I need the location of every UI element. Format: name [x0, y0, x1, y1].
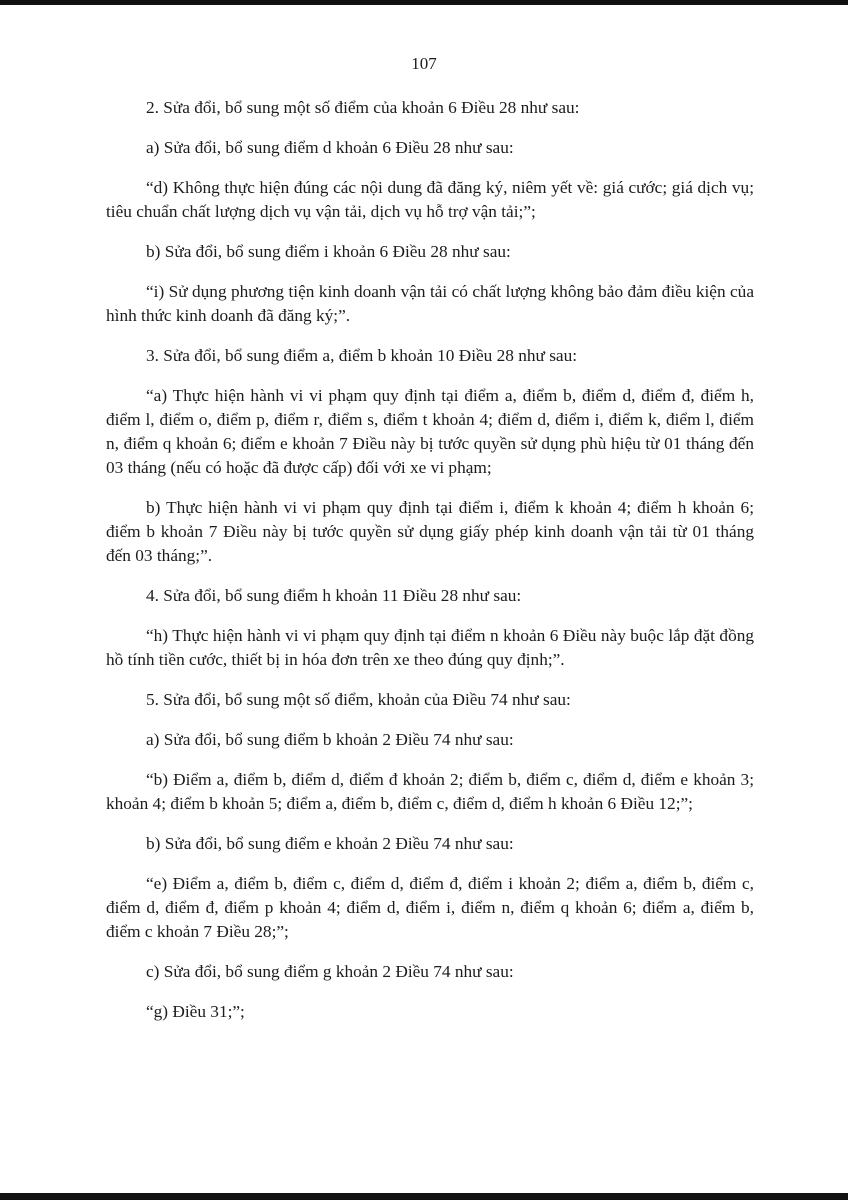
paragraph: 4. Sửa đổi, bổ sung điểm h khoản 11 Điều 28 như sau:	[146, 586, 522, 605]
page-number: 107	[411, 54, 437, 73]
paragraph: 5. Sửa đổi, bổ sung một số điểm, khoản của Điều 74 như sau:	[146, 690, 571, 709]
paragraph: “g) Điều 31;”;	[146, 1002, 245, 1021]
paragraph: “h) Thực hiện hành vi vi phạm quy định tại điểm n khoản 6 Điều này buộc lắp đặt đồng hồ tính tiền cước, thiết bị in hóa đơn trên xe theo đúng quy định;”.	[106, 626, 754, 669]
paragraph: “a) Thực hiện hành vi vi phạm quy định tại điểm a, điểm b, điểm d, điểm đ, điểm h, điểm l, điểm o, điểm p, điểm r, điểm s, điểm t khoản 4; điểm d, điểm i, điểm k, điểm l, điểm n, điểm q khoản 6; điểm e khoản 7 Điều này bị tước quyền sử dụng phù hiệu từ 01 tháng đến 03 tháng (nếu có hoặc đã được cấp) đối với xe vi phạm;	[106, 386, 754, 477]
document-body	[106, 96, 754, 1024]
paragraph: c) Sửa đổi, bổ sung điểm g khoản 2 Điều 74 như sau:	[146, 962, 514, 981]
scan-edge-top	[0, 0, 848, 5]
paragraph: “i) Sử dụng phương tiện kinh doanh vận tải có chất lượng không bảo đảm điều kiện của hình thức kinh doanh đã đăng ký;”.	[106, 282, 754, 325]
paragraph: b) Sửa đổi, bổ sung điểm i khoản 6 Điều 28 như sau:	[146, 242, 511, 261]
paragraph: 3. Sửa đổi, bổ sung điểm a, điểm b khoản 10 Điều 28 như sau:	[146, 346, 578, 365]
paragraph: “d) Không thực hiện đúng các nội dung đã đăng ký, niêm yết về: giá cước; giá dịch vụ; tiêu chuẩn chất lượng dịch vụ vận tải, dịch vụ hỗ trợ vận tải;”;	[106, 178, 754, 221]
paragraph: b) Thực hiện hành vi vi phạm quy định tại điểm i, điểm k khoản 4; điểm h khoản 6; điểm b khoản 7 Điều này bị tước quyền sử dụng giấy phép kinh doanh vận tải từ 01 tháng đến 03 tháng;”.	[106, 498, 754, 565]
paragraph: a) Sửa đổi, bổ sung điểm b khoản 2 Điều 74 như sau:	[146, 730, 514, 749]
paragraph: b) Sửa đổi, bổ sung điểm e khoản 2 Điều 74 như sau:	[146, 834, 514, 853]
paragraph: a) Sửa đổi, bổ sung điểm d khoản 6 Điều 28 như sau:	[146, 138, 514, 157]
paragraph: “e) Điểm a, điểm b, điểm c, điểm d, điểm đ, điểm i khoản 2; điểm a, điểm b, điểm c, điểm d, điểm đ, điểm p khoản 4; điểm d, điểm i, điểm n, điểm q khoản 6; điểm a, điểm b, điểm c khoản 7 Điều 28;”;	[106, 874, 754, 941]
scan-edge-bottom	[0, 1193, 848, 1200]
paragraph: “b) Điểm a, điểm b, điểm d, điểm đ khoản 2; điểm b, điểm c, điểm d, điểm e khoản 3; khoản 4; điểm b khoản 5; điểm a, điểm b, điểm c, điểm d, điểm h khoản 6 Điều 12;”;	[106, 770, 754, 813]
paragraph: 2. Sửa đổi, bổ sung một số điểm của khoản 6 Điều 28 như sau:	[146, 98, 580, 117]
